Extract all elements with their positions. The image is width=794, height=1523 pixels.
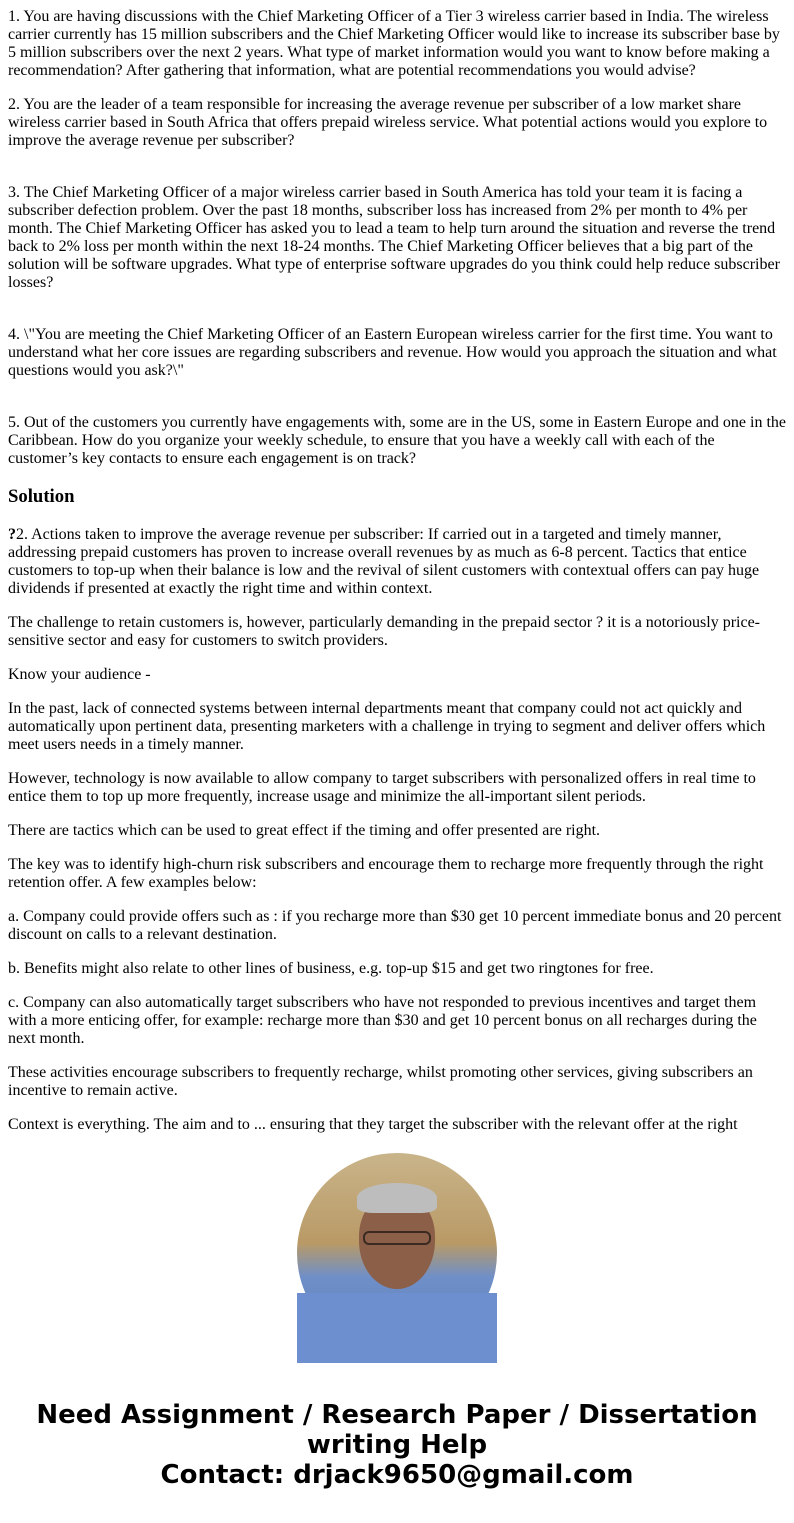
solution-paragraph: In the past, lack of connected systems between internal departments meant that company could not act quickly and automatically upon pertinent data, presenting marketers with a challenge in trying to segment and deliver offers which meet users needs in a timely manner. xyxy=(8,700,766,753)
solution-paragraph: The challenge to retain customers is, however, particularly demanding in the prepaid sector ? it is a notoriously price-sensitive sector and easy for customers to switch providers. xyxy=(8,614,760,649)
solution-paragraph: a. Company could provide offers such as : if you recharge more than $30 get 10 percent immediate bonus and 20 percent discount on calls to a relevant destination. xyxy=(8,908,782,943)
question-4: 4. \"You are meeting the Chief Marketing Officer of an Eastern European wireless carrier for the first time. You want to understand what her core issues are regarding subscribers and revenue. How would you approach the situation and what questions would you ask?\" xyxy=(8,326,777,379)
solution-paragraph: There are tactics which can be used to great effect if the timing and offer presented are right. xyxy=(8,822,601,839)
solution-first-text: 2. Actions taken to improve the average revenue per subscriber: If carried out in a targeted and timely manner, addressing prepaid customers has proven to increase overall revenues by as much as 6-8 percent. Tactics that entice customers to top-up when their balance is low and the revival of silent customers with contextual offers can pay huge dividends if presented at exactly the right time and within context. xyxy=(8,526,760,597)
solution-heading: Solution xyxy=(8,486,75,507)
unknown-char: ? xyxy=(8,526,16,543)
solution-paragraph: However, technology is now available to allow company to target subscribers with personalized offers in real time to entice them to top up more frequently, increase usage and minimize the all-important silent periods. xyxy=(8,770,756,805)
photo-glasses xyxy=(363,1231,431,1245)
banner-line-1: Need Assignment / Research Paper / Dissertation xyxy=(36,1400,758,1430)
solution-paragraph: Context is everything. The aim and to ... ensuring that they target the subscriber with the relevant offer at the right xyxy=(8,1116,738,1133)
banner-line-2: writing Help xyxy=(306,1430,488,1460)
contact-banner xyxy=(0,1400,794,1490)
solution-paragraph: These activities encourage subscribers to frequently recharge, whilst promoting other services, giving subscribers an incentive to remain active. xyxy=(8,1064,753,1099)
photo-shirt xyxy=(297,1293,497,1363)
solution-paragraph: Know your audience - xyxy=(8,666,151,683)
document-content xyxy=(8,0,788,1133)
question-1: 1. You are having discussions with the Chief Marketing Officer of a Tier 3 wireless carrier based in India. The wireless carrier currently has 15 million subscribers and the Chief Marketing Officer would like to increase its subscriber base by 5 million subscribers over the next 2 years. What type of market information would you want to know before making a recommendation? After gathering that information, what are potential recommendations you would advise? xyxy=(8,8,780,79)
question-5: 5. Out of the customers you currently have engagements with, some are in the US, some in Eastern Europe and one in the Caribbean. How do you organize your weekly schedule, to ensure that you have a weekly call with each of the customer’s key contacts to ensure each engagement is on track? xyxy=(8,414,787,467)
solution-paragraph xyxy=(8,526,788,598)
solution-paragraph: c. Company can also automatically target subscribers who have not responded to previous incentives and target them with a more enticing offer, for example: recharge more than $30 and get 10 percent bonus on all recharges during the next month. xyxy=(8,994,757,1047)
question-3: 3. The Chief Marketing Officer of a major wireless carrier based in South America has told your team it is facing a subscriber defection problem. Over the past 18 months, subscriber loss has increased from 2% per month to 4% per month. The Chief Marketing Officer has asked you to lead a team to help turn around the situation and reverse the trend back to 2% loss per month within the next 18-24 months. The Chief Marketing Officer believes that a big part of the solution will be software upgrades. What type of enterprise software upgrades do you think could help reduce subscriber losses? xyxy=(8,184,780,291)
question-2: 2. You are the leader of a team responsible for increasing the average revenue per subscriber of a low market share wireless carrier based in South Africa that offers prepaid wireless service. What potential actions would you explore to improve the average revenue per subscriber? xyxy=(8,96,768,149)
author-photo xyxy=(297,1153,497,1353)
solution-paragraph: The key was to identify high-churn risk subscribers and encourage them to recharge more frequently through the right retention offer. A few examples below: xyxy=(8,856,764,891)
banner-contact: Contact: drjack9650@gmail.com xyxy=(160,1460,634,1490)
solution-paragraph: b. Benefits might also relate to other lines of business, e.g. top-up $15 and get two ringtones for free. xyxy=(8,960,654,977)
photo-hair xyxy=(357,1183,437,1213)
